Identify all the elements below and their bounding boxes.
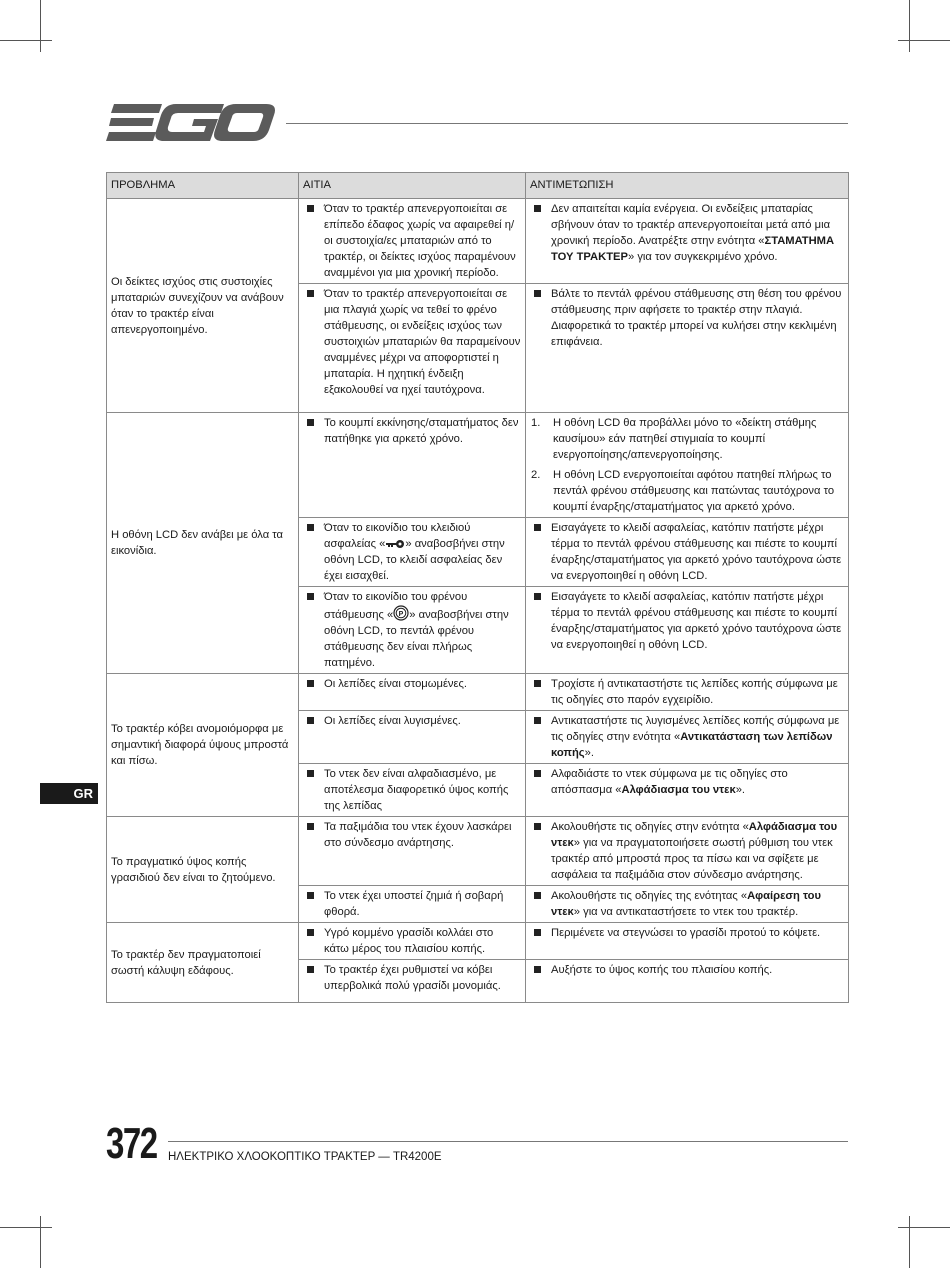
bullet-icon [534,717,541,724]
cause-cell: Το κουμπί εκκίνησης/σταματήματος δεν πατήθηκε για αρκετό χρόνο. [299,413,526,518]
troubleshooting-table [106,172,849,1003]
solution-cell: Τροχίστε ή αντικαταστήστε τις λεπίδες κοπής σύμφωνα με τις οδηγίες στο παρόν εγχειρίδιο. [526,674,849,711]
problem-cell: Οι δείκτες ισχύος στις συστοιχίες μπαταριών συνεχίζουν να ανάβουν όταν το τρακτέρ είναι απενεργοποιημένο. [107,199,299,413]
solution-cell: Αλφαδιάστε το ντεκ σύμφωνα με τις οδηγίες στο απόσπασμα «Αλφάδιασμα του ντεκ». [526,764,849,817]
solution-cell: Αυξήστε το ύψος κοπής του πλαισίου κοπής. [526,960,849,1003]
bullet-icon [307,929,314,936]
bullet-icon [307,205,314,212]
solution-cell: 1. Η οθόνη LCD θα προβάλλει μόνο το «δείκτη στάθμης καυσίμου» εάν πατηθεί στιγμιαία το κουμπί ενεργοποίησης/απενεργοποίησης. 2. Η οθόνη LCD ενεργοποιείται αφότου πατηθεί πλήρως το πεντάλ φρένου στάθμευσης και πατώντας ταυτόχρονα το κουμπί έναρξης/σταματήματος για αρκετό χρόνο. [526,413,849,518]
table-row [107,817,849,886]
crop-mark [0,40,52,41]
table-row [107,413,849,518]
table-row [107,199,849,284]
crop-mark [909,0,910,52]
bullet-icon [534,205,541,212]
bullet-icon [307,290,314,297]
solution-cell: Βάλτε το πεντάλ φρένου στάθμευσης στη θέση του φρένου στάθμευσης πριν αφήσετε το τρακτέρ στην πλαγιά. Διαφορετικά το τρακτέρ μπορεί να κυλήσει στην κεκλιμένη επιφάνεια. [526,284,849,413]
problem-cell: Το πραγματικό ύψος κοπής γρασιδιού δεν είναι το ζητούμενο. [107,817,299,923]
cause-cell: Το ντεκ έχει υποστεί ζημιά ή σοβαρή φθορά. [299,886,526,923]
bullet-icon [534,524,541,531]
cause-cell: Τα παξιμάδια του ντεκ έχουν λασκάρει στο σύνδεσμο ανάρτησης. [299,817,526,886]
bullet-icon [534,290,541,297]
solution-cell: Εισαγάγετε το κλειδί ασφαλείας, κατόπιν πατήστε μέχρι τέρμα το πεντάλ φρένου στάθμευσης και πιέστε το κουμπί έναρξης/σταματήματος για αρκετό χρόνο ταυτόχρονα ώστε να ενεργοποιηθεί η οθόνη LCD. [526,518,849,587]
bullet-icon [534,770,541,777]
cause-cell: Όταν το τρακτέρ απενεργοποιείται σε επίπεδο έδαφος χωρίς να αφαιρεθεί η/οι συστοιχία/ες μπαταριών από το τρακτέρ, οι δείκτες ισχύος παραμένουν αναμμένοι για μια χρονική περίοδο. [299,199,526,284]
language-tab: GR [40,783,98,804]
table-row [107,923,849,960]
solution-cell: Δεν απαιτείται καμία ενέργεια. Οι ενδείξεις μπαταρίας σβήνουν όταν το τρακτέρ απενεργοποιείται μετά από μια χρονική περίοδο. Ανατρέξτε στην ενότητα «ΣΤΑΜΑΤΗΜΑ ΤΟΥ ΤΡΑΚΤΕΡ» για τον συγκεκριμένο χρόνο. [526,199,849,284]
bullet-icon [534,892,541,899]
cause-cell: Όταν το τρακτέρ απενεργοποιείται σε μια πλαγιά χωρίς να τεθεί το φρένο στάθμευσης, οι ενδείξεις ισχύος των συστοιχιών μπαταριών θα παραμείνουν αναμμένες μέχρι να αποφορτιστεί η μπαταρία. Η ηχητική ένδειξη εξακολουθεί να ηχεί ταυτόχρονα. [299,284,526,413]
solution-cell: Ακολουθήστε τις οδηγίες της ενότητας «Αφαίρεση του ντεκ» για να αντικαταστήσετε το ντεκ του τρακτέρ. [526,886,849,923]
bullet-icon [534,929,541,936]
bullet-icon [307,717,314,724]
bullet-icon [307,593,314,600]
crop-mark [909,1216,910,1268]
footer-title: ΗΛΕΚΤΡΙΚΟ ΧΛΟΟΚΟΠΤΙΚΟ ΤΡΑΚΤΕΡ — TR4200E [168,1151,442,1163]
header-rule [286,123,848,124]
bullet-icon [307,892,314,899]
bullet-icon [534,593,541,600]
bullet-icon [534,823,541,830]
cause-cell: Όταν το εικονίδιο του φρένου στάθμευσης « P » αναβοσβήνει στην οθόνη LCD, το πεντάλ φρένου στάθμευσης δεν είναι πλήρως πατημένο. [299,587,526,674]
svg-text:P: P [398,611,404,618]
crop-mark [898,1227,950,1228]
crop-mark [40,0,41,52]
bullet-icon [534,680,541,687]
ego-logo [106,104,276,142]
parking-brake-icon [393,605,409,621]
table-row [107,674,849,711]
header-cause: ΑΙΤΙΑ [299,173,526,199]
crop-mark [898,40,950,41]
crop-mark [40,1216,41,1268]
footer-rule [168,1141,848,1142]
problem-cell: Η οθόνη LCD δεν ανάβει με όλα τα εικονίδια. [107,413,299,674]
problem-cell: Το τρακτέρ κόβει ανομοιόμορφα με σημαντική διαφορά ύψους μπροστά και πίσω. [107,674,299,817]
solution-cell: Αντικαταστήστε τις λυγισμένες λεπίδες κοπής σύμφωνα με τις οδηγίες στην ενότητα «Αντικατάσταση των λεπίδων κοπής». [526,711,849,764]
crop-mark [0,1227,52,1228]
bullet-icon [307,419,314,426]
cause-cell: Το ντεκ δεν είναι αλφαδιασμένο, με αποτέλεσμα διαφορετικό ύψος κοπής της λεπίδας [299,764,526,817]
solution-cell: Περιμένετε να στεγνώσει το γρασίδι προτού το κόψετε. [526,923,849,960]
header-solution: ΑΝΤΙΜΕΤΩΠΙΣΗ [526,173,849,199]
solution-cell: Ακολουθήστε τις οδηγίες στην ενότητα «Αλφάδιασμα του ντεκ» για να πραγματοποιήσετε σωστή ρύθμιση του ντεκ τρακτέρ από μπροστά προς τα πίσω και να σφίξετε με ασφάλεια τα παξιμάδια στον σύνδεσμο ανάρτησης. [526,817,849,886]
cause-cell: Υγρό κομμένο γρασίδι κολλάει στο κάτω μέρος του πλαισίου κοπής. [299,923,526,960]
cause-cell: Όταν το εικονίδιο του κλειδιού ασφαλείας « » αναβοσβήνει στην οθόνη LCD, το κλειδί ασφαλείας δεν έχει εισαχθεί. [299,518,526,587]
solution-cell: Εισαγάγετε το κλειδί ασφαλείας, κατόπιν πατήστε μέχρι τέρμα το πεντάλ φρένου στάθμευσης και πιέστε το κουμπί έναρξης/σταματήματος για αρκετό χρόνο ταυτόχρονα ώστε να ενεργοποιηθεί η οθόνη LCD. [526,587,849,674]
bullet-icon [307,823,314,830]
header-problem: ΠΡΟΒΛΗΜΑ [107,173,299,199]
page-number: 372 [106,1119,157,1168]
cause-cell: Οι λεπίδες είναι λυγισμένες. [299,711,526,764]
bullet-icon [307,524,314,531]
cause-cell: Το τρακτέρ έχει ρυθμιστεί να κόβει υπερβολικά πολύ γρασίδι μονομιάς. [299,960,526,1003]
cause-cell: Οι λεπίδες είναι στομωμένες. [299,674,526,711]
bullet-icon [307,770,314,777]
bullet-icon [307,966,314,973]
bullet-icon [307,680,314,687]
problem-cell: Το τρακτέρ δεν πραγματοποιεί σωστή κάλυψη εδάφους. [107,923,299,1003]
bullet-icon [534,966,541,973]
table-header-row [107,173,849,199]
key-icon [385,538,405,550]
